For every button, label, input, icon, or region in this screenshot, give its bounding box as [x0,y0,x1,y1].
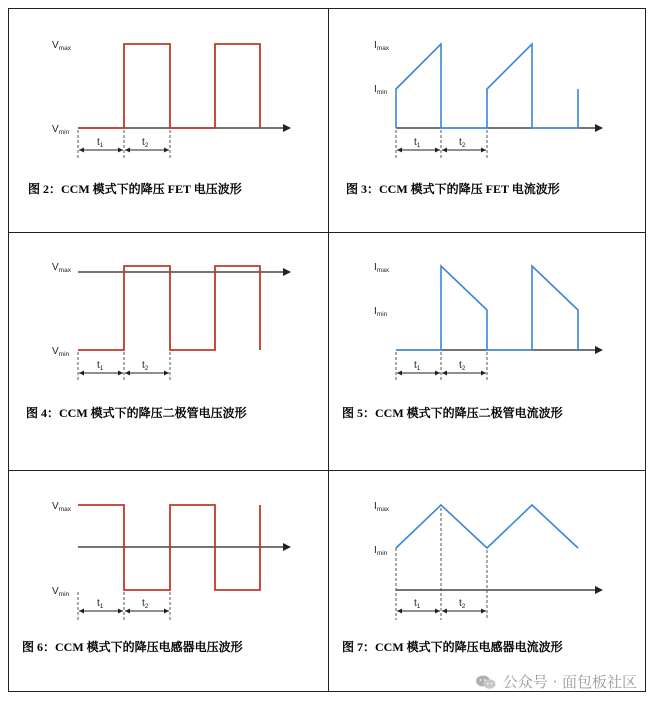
fig7-waveform [328,470,646,692]
watermark-text: 公众号 · 面包板社区 [502,673,637,691]
svg-text:Vmax: $V_{max}$ [52,501,71,513]
fig2-t1-label: $t_1$ [97,137,104,149]
svg-text:t2: $t_2$ [459,137,466,149]
panel-fig3 [328,8,646,231]
svg-text:Vmin: $V_{min}$ [52,586,70,598]
svg-text:t1: $t_1$ [97,598,104,610]
svg-text:t2: $t_2$ [142,360,149,372]
svg-text:Imin: $I_{min}$ [374,84,388,96]
svg-text:Imax: $I_{max}$ [374,262,390,274]
panel-fig7 [328,470,646,692]
fig5-caption: 图 5：CCM 模式下的降压二极管电流波形 [342,406,563,420]
svg-text:t2: $t_2$ [142,598,149,610]
fig2-t2-label: $t_2$ [142,137,149,149]
svg-text:Imax: $I_{max}$ [374,501,390,513]
svg-text:t1: $t_1$ [414,360,421,372]
fig3-signal-line [396,44,578,128]
panel-fig2 [8,8,327,231]
fig2-ymax-label: $V_{max}$ [52,40,71,52]
fig7-caption: 图 7：CCM 模式下的降压电感器电流波形 [342,640,563,654]
panel-fig6 [8,470,327,692]
svg-text:Vmax: $V_{max}$ [52,262,71,274]
svg-text:t2: $t_2$ [459,598,466,610]
svg-text:Imin: $I_{min}$ [374,306,388,318]
fig3-waveform [328,8,646,231]
wechat-icon [475,674,497,690]
fig2-caption: 图 2：CCM 模式下的降压 FET 电压波形 [28,182,242,196]
fig5-waveform [328,232,646,470]
fig2-waveform [8,8,327,231]
fig2-axis-arrow [283,124,291,132]
svg-text:Imax: $I_{max}$ [374,40,390,52]
panel-fig4 [8,232,327,470]
svg-text:t1: $t_1$ [414,598,421,610]
svg-text:t1: $t_1$ [414,137,421,149]
fig6-caption: 图 6：CCM 模式下的降压电感器电压波形 [22,640,243,654]
fig4-waveform [8,232,327,470]
svg-text:Imin: $I_{min}$ [374,545,388,557]
watermark [475,671,637,692]
svg-text:Vmin: $V_{min}$ [52,346,70,358]
fig7-signal-line [396,505,578,548]
svg-text:t2: $t_2$ [459,360,466,372]
fig4-signal-line [78,266,260,350]
fig6-waveform [8,470,327,692]
fig5-signal-line [396,266,578,350]
fig2-signal-line [78,44,260,128]
fig3-caption: 图 3：CCM 模式下的降压 FET 电流波形 [346,182,560,196]
fig4-caption: 图 4：CCM 模式下的降压二极管电压波形 [26,406,247,420]
panel-fig5 [328,232,646,470]
svg-text:t1: $t_1$ [97,360,104,372]
fig2-ymin-label: $V_{min}$ [52,124,70,136]
